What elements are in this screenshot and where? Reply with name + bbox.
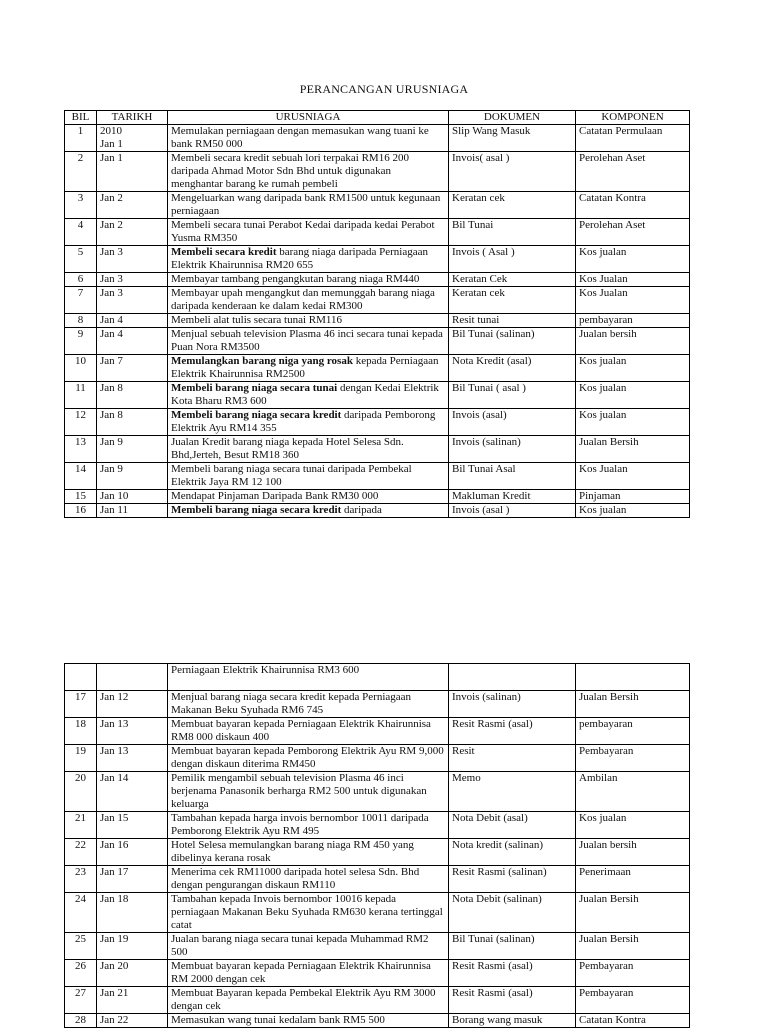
cell-komponen: Kos jualan [576, 246, 690, 273]
cell-komponen: Perolehan Aset [576, 152, 690, 192]
cell-urusniaga [168, 287, 449, 314]
urusniaga-text: Mendapat Pinjaman Daripada Bank RM30 000 [171, 490, 379, 502]
cell-urusniaga [168, 382, 449, 409]
cell-bil [65, 664, 97, 691]
table-row [65, 152, 690, 192]
cell-tarikh [97, 152, 168, 192]
urusniaga-emphasis: Membeli barang niaga secara kredit [171, 409, 342, 421]
cell-bil: 13 [65, 436, 97, 463]
tarikh-line: Jan 15 [100, 812, 129, 824]
urusniaga-text: Hotel Selesa memulangkan barang niaga RM 450 yang dibelinya kerana rosak [171, 839, 414, 864]
table-row [65, 960, 690, 987]
cell-urusniaga [168, 246, 449, 273]
cell-bil: 25 [65, 933, 97, 960]
cell-bil: 8 [65, 314, 97, 328]
cell-bil: 21 [65, 812, 97, 839]
tarikh-line: Jan 3 [100, 287, 123, 299]
cell-dokumen: Resit Rasmi (salinan) [449, 866, 576, 893]
cell-komponen: Penerimaan [576, 866, 690, 893]
cell-bil: 6 [65, 273, 97, 287]
cell-komponen: Jualan bersih [576, 839, 690, 866]
urusniaga-text: daripada Pemborong Elektrik Ayu RM14 355 [171, 409, 436, 434]
tarikh-line: Jan 17 [100, 866, 129, 878]
table-row [65, 125, 690, 152]
tarikh-line: Jan 8 [100, 409, 123, 421]
tarikh-line: Jan 8 [100, 382, 123, 394]
table-row [65, 436, 690, 463]
cell-komponen: Catatan Kontra [576, 1014, 690, 1028]
table-row [65, 409, 690, 436]
cell-bil: 2 [65, 152, 97, 192]
cell-tarikh [97, 664, 168, 691]
cell-komponen: pembayaran [576, 718, 690, 745]
table-row [65, 718, 690, 745]
urusniaga-emphasis: Membeli secara kredit [171, 246, 277, 258]
cell-bil: 11 [65, 382, 97, 409]
tarikh-line: Jan 7 [100, 355, 123, 367]
cell-bil: 23 [65, 866, 97, 893]
cell-dokumen: Invois (salinan) [449, 691, 576, 718]
cell-urusniaga [168, 152, 449, 192]
cell-dokumen: Nota Debit (salinan) [449, 893, 576, 933]
cell-dokumen: Invois ( Asal ) [449, 246, 576, 273]
cell-komponen: Perolehan Aset [576, 219, 690, 246]
header-urusniaga: URUSNIAGA [168, 111, 449, 125]
cell-tarikh [97, 314, 168, 328]
urusniaga-emphasis: Membeli barang niaga secara kredit [171, 504, 342, 516]
urusniaga-text: Membeli barang niaga secara tunai daripada Pembekal Elektrik Jaya RM 12 100 [171, 463, 412, 488]
cell-urusniaga [168, 409, 449, 436]
cell-bil: 14 [65, 463, 97, 490]
cell-urusniaga [168, 490, 449, 504]
cell-tarikh [97, 355, 168, 382]
cell-dokumen: Invois( asal ) [449, 152, 576, 192]
table-row [65, 893, 690, 933]
tarikh-line: Jan 19 [100, 933, 129, 945]
cell-tarikh [97, 273, 168, 287]
cell-bil: 16 [65, 504, 97, 518]
tarikh-line: Jan 21 [100, 987, 129, 999]
urusniaga-text: Membuat bayaran kepada Perniagaan Elektrik Khairunnisa RM 2000 dengan cek [171, 960, 431, 985]
cell-tarikh [97, 504, 168, 518]
table-row [65, 382, 690, 409]
cell-dokumen: Bil Tunai (salinan) [449, 933, 576, 960]
table-row [65, 219, 690, 246]
tarikh-line: Jan 16 [100, 839, 129, 851]
cell-dokumen: Bil Tunai [449, 219, 576, 246]
urusniaga-text: Membuat Bayaran kepada Pembekal Elektrik Ayu RM 3000 dengan cek [171, 987, 436, 1012]
table-row [65, 691, 690, 718]
table-row [65, 246, 690, 273]
cell-komponen: Catatan Permulaan [576, 125, 690, 152]
cell-dokumen: Slip Wang Masuk [449, 125, 576, 152]
cell-dokumen: Resit [449, 745, 576, 772]
cell-tarikh [97, 933, 168, 960]
cell-komponen: Pembayaran [576, 960, 690, 987]
cell-komponen: Kos Jualan [576, 463, 690, 490]
table-row [65, 839, 690, 866]
urusniaga-text: Membuat bayaran kepada Perniagaan Elektrik Khairunnisa RM8 000 diskaun 400 [171, 718, 431, 743]
urusniaga-text: Memulakan perniagaan dengan memasukan wang tuani ke bank RM50 000 [171, 125, 429, 150]
cell-dokumen: Resit Rasmi (asal) [449, 718, 576, 745]
cell-dokumen: Borang wang masuk [449, 1014, 576, 1028]
tarikh-line: Jan 4 [100, 328, 123, 340]
table-row [65, 745, 690, 772]
tarikh-line: Jan 1 [100, 138, 123, 150]
cell-tarikh [97, 960, 168, 987]
table-row [65, 328, 690, 355]
cell-dokumen: Resit Rasmi (asal) [449, 987, 576, 1014]
cell-bil: 19 [65, 745, 97, 772]
table-row [65, 772, 690, 812]
cell-komponen: Ambilan [576, 772, 690, 812]
cell-urusniaga [168, 691, 449, 718]
urusniaga-text: Menjual sebuah television Plasma 46 inci secara tunai kepada Puan Nora RM3500 [171, 328, 443, 353]
header-dokumen: DOKUMEN [449, 111, 576, 125]
cell-bil: 26 [65, 960, 97, 987]
table-row [65, 987, 690, 1014]
cell-tarikh [97, 718, 168, 745]
cell-tarikh [97, 839, 168, 866]
cell-dokumen: Bil Tunai (salinan) [449, 328, 576, 355]
cell-komponen: Kos jualan [576, 382, 690, 409]
tarikh-line: Jan 1 [100, 152, 123, 164]
cell-tarikh [97, 1014, 168, 1028]
urusniaga-text: Tambahan kepada Invois bernombor 10016 kepada perniagaan Makanan Beku Syuhada RM630 kerana tertinggal catat [171, 893, 443, 931]
urusniaga-text: Menjual barang niaga secara kredit kepada Perniagaan Makanan Beku Syuhada RM6 745 [171, 691, 412, 716]
cell-bil: 22 [65, 839, 97, 866]
tarikh-line: Jan 2 [100, 192, 123, 204]
cell-urusniaga [168, 125, 449, 152]
cell-komponen: Jualan Bersih [576, 893, 690, 933]
cell-tarikh [97, 490, 168, 504]
cell-urusniaga [168, 987, 449, 1014]
cell-urusniaga [168, 664, 449, 691]
cell-urusniaga [168, 960, 449, 987]
cell-bil: 28 [65, 1014, 97, 1028]
cell-komponen: Kos jualan [576, 409, 690, 436]
cell-bil: 18 [65, 718, 97, 745]
urusniaga-text: Jualan barang niaga secara tunai kepada Muhammad RM2 500 [171, 933, 429, 958]
cell-komponen: Catatan Kontra [576, 192, 690, 219]
table-row [65, 933, 690, 960]
urusniaga-text: Menerima cek RM11000 daripada hotel selesa Sdn. Bhd dengan pengurangan diskaun RM110 [171, 866, 420, 891]
urusniaga-text: kepada Perniagaan Elektrik Khairunnisa RM2500 [171, 355, 439, 380]
cell-komponen: Jualan bersih [576, 328, 690, 355]
table-row [65, 490, 690, 504]
cell-tarikh [97, 772, 168, 812]
tarikh-line: 2010 [100, 125, 122, 137]
tarikh-line: Jan 14 [100, 772, 129, 784]
cell-urusniaga [168, 933, 449, 960]
cell-komponen: Jualan Bersih [576, 933, 690, 960]
cell-dokumen: Invois (asal ) [449, 504, 576, 518]
cell-dokumen: Invois (asal) [449, 409, 576, 436]
cell-komponen: Kos Jualan [576, 287, 690, 314]
cell-urusniaga [168, 1014, 449, 1028]
cell-komponen: Jualan Bersih [576, 436, 690, 463]
urusniaga-text: Tambahan kepada harga invois bernombor 10011 daripada Pemborong Elektrik Ayu RM 495 [171, 812, 429, 837]
cell-komponen: Kos Jualan [576, 273, 690, 287]
urusniaga-text: Membeli alat tulis secara tunai RM116 [171, 314, 342, 326]
cell-bil: 24 [65, 893, 97, 933]
cell-urusniaga [168, 745, 449, 772]
cell-tarikh [97, 219, 168, 246]
cell-komponen: Pembayaran [576, 745, 690, 772]
cell-dokumen: Bil Tunai ( asal ) [449, 382, 576, 409]
cell-tarikh [97, 328, 168, 355]
cell-komponen: Pinjaman [576, 490, 690, 504]
cell-komponen: pembayaran [576, 314, 690, 328]
cell-tarikh [97, 436, 168, 463]
cell-dokumen: Makluman Kredit [449, 490, 576, 504]
tarikh-line: Jan 9 [100, 463, 123, 475]
cell-urusniaga [168, 866, 449, 893]
urusniaga-text: Membayar tambang pengangkutan barang niaga RM440 [171, 273, 420, 285]
urusniaga-emphasis: Membeli barang niaga secara tunai [171, 382, 338, 394]
urusniaga-text: Membeli secara tunai Perabot Kedai daripada kedai Perabot Yusma RM350 [171, 219, 435, 244]
tarikh-line: Jan 10 [100, 490, 129, 502]
cell-dokumen: Nota Kredit (asal) [449, 355, 576, 382]
cell-bil: 15 [65, 490, 97, 504]
urusniaga-text: Membuat bayaran kepada Pemborong Elektrik Ayu RM 9,000 dengan diskaun diterima RM450 [171, 745, 444, 770]
transaction-table-part-2 [64, 663, 690, 1028]
cell-urusniaga [168, 314, 449, 328]
tarikh-line: Jan 3 [100, 273, 123, 285]
cell-urusniaga [168, 812, 449, 839]
table-row [65, 866, 690, 893]
cell-dokumen: Bil Tunai Asal [449, 463, 576, 490]
table-row [65, 463, 690, 490]
tarikh-line: Jan 22 [100, 1014, 129, 1026]
urusniaga-text: Membeli secara kredit sebuah lori terpakai RM16 200 daripada Ahmad Motor Sdn Bhd untuk digunakan menghantar barang ke rumah pembeli [171, 152, 409, 190]
table-row [65, 314, 690, 328]
cell-komponen: Kos jualan [576, 812, 690, 839]
table-row [65, 273, 690, 287]
cell-komponen [576, 664, 690, 691]
cell-dokumen [449, 664, 576, 691]
cell-tarikh [97, 409, 168, 436]
urusniaga-emphasis: Memulangkan barang niga yang rosak [171, 355, 353, 367]
cell-tarikh [97, 382, 168, 409]
tarikh-line: Jan 13 [100, 718, 129, 730]
cell-urusniaga [168, 273, 449, 287]
table-header-row [65, 111, 690, 125]
cell-bil: 27 [65, 987, 97, 1014]
cell-urusniaga [168, 355, 449, 382]
cell-dokumen: Resit tunai [449, 314, 576, 328]
urusniaga-text: Perniagaan Elektrik Khairunnisa RM3 600 [171, 664, 360, 676]
page-title: PERANCANGAN URUSNIAGA [299, 82, 469, 96]
cell-tarikh [97, 691, 168, 718]
table-row [65, 355, 690, 382]
table-row [65, 664, 690, 691]
cell-bil: 9 [65, 328, 97, 355]
cell-tarikh [97, 812, 168, 839]
cell-bil: 20 [65, 772, 97, 812]
cell-dokumen: Keratan cek [449, 287, 576, 314]
urusniaga-text: daripada [341, 504, 382, 516]
cell-urusniaga [168, 893, 449, 933]
urusniaga-text: dengan Kedai Elektrik Kota Bharu RM3 600 [171, 382, 439, 407]
tarikh-line: Jan 13 [100, 745, 129, 757]
tarikh-line: Jan 9 [100, 436, 123, 448]
cell-urusniaga [168, 219, 449, 246]
cell-urusniaga [168, 504, 449, 518]
cell-tarikh [97, 463, 168, 490]
tarikh-line: Jan 20 [100, 960, 129, 972]
cell-bil: 3 [65, 192, 97, 219]
cell-tarikh [97, 287, 168, 314]
cell-urusniaga [168, 772, 449, 812]
table-row [65, 504, 690, 518]
cell-bil: 7 [65, 287, 97, 314]
table-row [65, 287, 690, 314]
urusniaga-text: Membayar upah mengangkut dan memunggah barang niaga daripada kenderaan ke dalam kedai RM300 [171, 287, 435, 312]
cell-urusniaga [168, 328, 449, 355]
header-bil: BIL [65, 111, 97, 125]
cell-bil: 5 [65, 246, 97, 273]
cell-dokumen: Nota Debit (asal) [449, 812, 576, 839]
cell-tarikh [97, 192, 168, 219]
header-komponen: KOMPONEN [576, 111, 690, 125]
tarikh-line: Jan 4 [100, 314, 123, 326]
cell-dokumen: Keratan cek [449, 192, 576, 219]
transaction-table-part-1 [64, 110, 690, 518]
cell-komponen: Kos jualan [576, 355, 690, 382]
tarikh-line: Jan 3 [100, 246, 123, 258]
tarikh-line: Jan 18 [100, 893, 129, 905]
cell-urusniaga [168, 192, 449, 219]
cell-bil: 4 [65, 219, 97, 246]
cell-urusniaga [168, 718, 449, 745]
cell-komponen: Jualan Bersih [576, 691, 690, 718]
cell-tarikh [97, 987, 168, 1014]
cell-komponen: Kos jualan [576, 504, 690, 518]
urusniaga-text: Memasukan wang tunai kedalam bank RM5 500 [171, 1014, 385, 1026]
tarikh-line: Jan 12 [100, 691, 129, 703]
cell-dokumen: Keratan Cek [449, 273, 576, 287]
cell-tarikh [97, 246, 168, 273]
urusniaga-text: Jualan Kredit barang niaga kepada Hotel Selesa Sdn. Bhd,Jerteh, Besut RM18 360 [171, 436, 404, 461]
cell-urusniaga [168, 839, 449, 866]
cell-tarikh [97, 125, 168, 152]
tarikh-line: Jan 2 [100, 219, 123, 231]
table-row [65, 812, 690, 839]
cell-komponen: Pembayaran [576, 987, 690, 1014]
cell-tarikh [97, 866, 168, 893]
cell-tarikh [97, 745, 168, 772]
cell-bil: 17 [65, 691, 97, 718]
cell-bil: 1 [65, 125, 97, 152]
cell-dokumen: Resit Rasmi (asal) [449, 960, 576, 987]
cell-bil: 12 [65, 409, 97, 436]
table-row [65, 192, 690, 219]
urusniaga-text: barang niaga daripada Perniagaan Elektrik Khairunnisa RM20 655 [171, 246, 428, 271]
tarikh-line: Jan 11 [100, 504, 129, 516]
cell-urusniaga [168, 436, 449, 463]
header-tarikh: TARIKH [97, 111, 168, 125]
cell-bil: 10 [65, 355, 97, 382]
cell-tarikh [97, 893, 168, 933]
urusniaga-text: Pemilik mengambil sebuah television Plasma 46 inci berjenama Panasonik berharga RM2 500 untuk digunakan keluarga [171, 772, 427, 810]
cell-dokumen: Nota kredit (salinan) [449, 839, 576, 866]
urusniaga-text: Mengeluarkan wang daripada bank RM1500 untuk kegunaan perniagaan [171, 192, 441, 217]
table-row [65, 1014, 690, 1028]
cell-dokumen: Invois (salinan) [449, 436, 576, 463]
cell-dokumen: Memo [449, 772, 576, 812]
cell-urusniaga [168, 463, 449, 490]
